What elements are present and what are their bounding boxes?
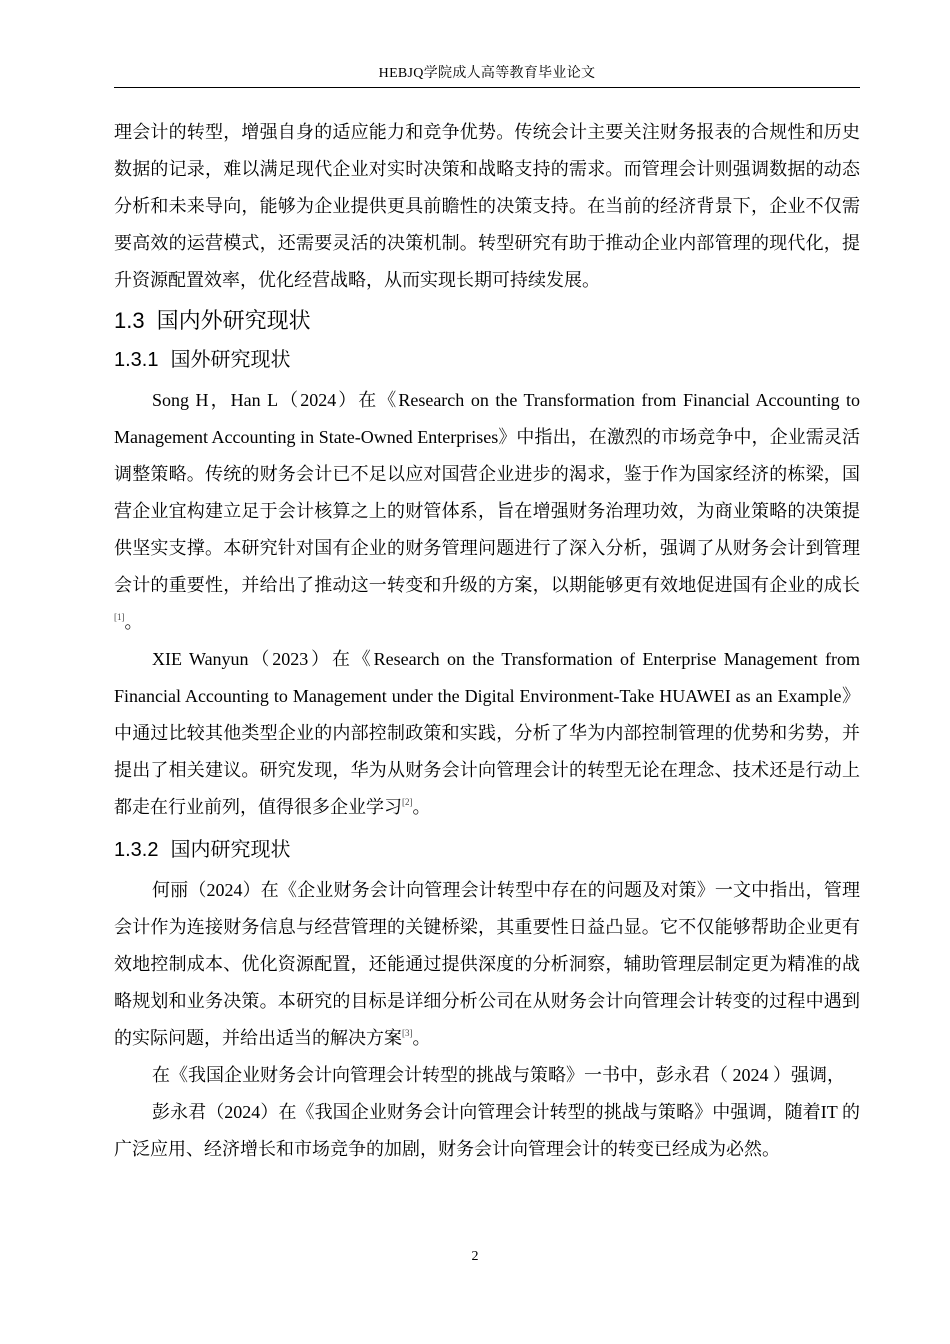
section-title: 国内外研究现状 <box>156 308 311 333</box>
page-number: 2 <box>471 1249 479 1264</box>
running-header: HEBJQ学院成人高等教育毕业论文 <box>378 66 596 81</box>
section-number: 1.3.1 <box>114 349 159 371</box>
section-title: 国外研究现状 <box>170 349 291 371</box>
paragraph-end: 。 <box>124 612 143 632</box>
paragraph-he-li <box>114 872 860 1057</box>
paragraph-continuation: 理会计的转型，增强自身的适应能力和竞争优势。传统会计主要关注财务报表的合规性和历史数据的记录，难以满足现代企业对实时决策和战略支持的需求。而管理会计则强调数据的动态分析和未来导向，能够为企业提供更具前瞻性的决策支持。在当前的经济背景下，企业不仅需要高效的运营模式，还需要灵活的决策机制。转型研究有助于推动企业内部管理的现代化，提升资源配置效率，优化经营战略，从而实现长期可持续发展。 <box>114 122 860 290</box>
section-number: 1.3 <box>114 308 145 333</box>
paragraph-end: 。 <box>412 797 431 817</box>
paragraph-text: XIE Wanyun（2023）在《Research on the Transformation of Enterprise Management from Financial Accounting to Management under the Digital Environment-Take HUAWEI as an Example》中通过比较其他类型企业的内部控制政策和实践，分析了华为内部控制管理的优势和劣势，并提出了相关建议。研究发现，华为从财务会计向管理会计的转型无论在理念、技术还是行动上都走在行业前列，值得很多企业学习 <box>114 649 860 817</box>
paragraph-text: 何丽（2024）在《企业财务会计向管理会计转型中存在的问题及对策》一文中指出，管理会计作为连接财务信息与经营管理的关键桥梁，其重要性日益凸显。它不仅能够帮助企业更有效地控制成本、优化资源配置，还能通过提供深度的分析洞察，辅助管理层制定更为精准的战略规划和业务决策。本研究的目标是详细分析公司在从财务会计向管理会计转变的过程中遇到的实际问题，并给出适当的解决方案 <box>114 880 860 1048</box>
paragraph-xie-wanyun <box>114 641 860 826</box>
paragraph-end: 。 <box>412 1028 431 1048</box>
section-heading-1-3-1 <box>114 346 860 374</box>
paragraph-peng-yongjun-fragment: 在《我国企业财务会计向管理会计转型的挑战与策略》一书中，彭永君（ 2024 ）强调， <box>152 1065 845 1085</box>
paragraph-text: Song H，Han L（2024）在《Research on the Transformation from Financial Accounting to Management Accounting in State-Owned Enterprises》中指出，在激烈的市场竞争中，企业需灵活调整策略。传统的财务会计已不足以应对国营企业进步的渴求，鉴于作为国家经济的栋梁，国营企业宜构建立足于会计核算之上的财管体系，旨在增强财务治理功效，为商业策略的决策提供坚实支撑。本研究针对国有企业的财务管理问题进行了深入分析，强调了从财务会计到管理会计的重要性，并给出了推动这一转变和升级的方案，以期能够更有效地促进国有企业的成长 <box>114 390 860 595</box>
citation-ref: [1] <box>114 612 125 622</box>
page-body <box>114 114 860 1168</box>
section-title: 国内研究现状 <box>170 839 291 861</box>
section-number: 1.3.2 <box>114 839 159 861</box>
section-heading-1-3 <box>114 306 860 336</box>
citation-ref: [3] <box>402 1028 413 1038</box>
paragraph-peng-yongjun: 彭永君（2024）在《我国企业财务会计向管理会计转型的挑战与策略》中强调，随着IT 的广泛应用、经济增长和市场竞争的加剧，财务会计向管理会计的转变已经成为必然。 <box>114 1102 860 1159</box>
citation-ref: [2] <box>402 797 413 807</box>
section-heading-1-3-2 <box>114 836 860 864</box>
paragraph-song-han <box>114 382 860 641</box>
header-rule <box>114 87 860 88</box>
